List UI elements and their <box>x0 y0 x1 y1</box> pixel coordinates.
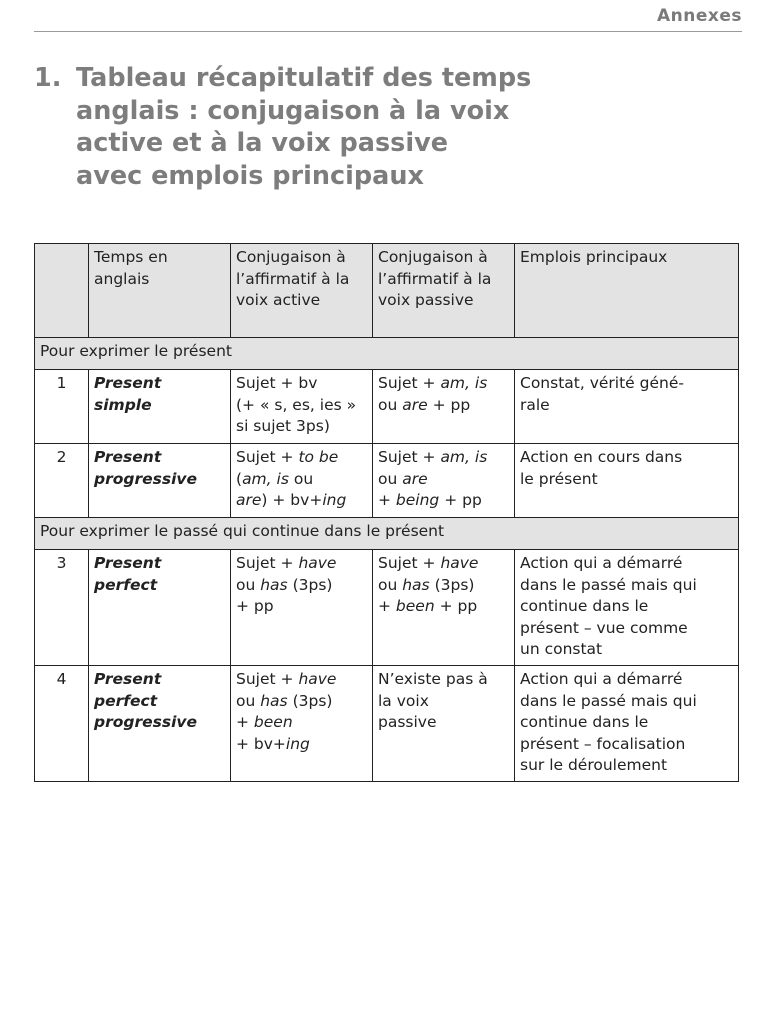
active-cell: Sujet + to be (am, is ou are) + bv+ing <box>231 444 373 518</box>
uses-cell: Action en cours dans le présent <box>515 444 739 518</box>
header-tense: Temps en anglais <box>89 244 231 338</box>
tense-cell: Present progressive <box>89 444 231 518</box>
header-number <box>35 244 89 338</box>
title-line: active et à la voix passive <box>76 128 449 158</box>
title-line: Tableau récapitulatif des temps <box>76 63 532 93</box>
section-row <box>35 518 739 550</box>
uses-cell: Action qui a démarré dans le passé mais qui continue dans le présent – focalisation sur le déroulement <box>515 666 739 782</box>
tenses-table <box>34 243 739 782</box>
uses-cell: Action qui a démarré dans le passé mais qui continue dans le présent – vue comme un constat <box>515 550 739 666</box>
tense-cell: Present perfect <box>89 550 231 666</box>
title-line: avec emplois principaux <box>76 160 424 191</box>
table-row <box>35 370 739 444</box>
active-cell: Sujet + bv (+ « s, es, ies » si sujet 3ps) <box>231 370 373 444</box>
table-row <box>35 666 739 782</box>
passive-cell: Sujet + am, is ou are + pp <box>373 370 515 444</box>
active-cell: Sujet + have ou has (3ps) + been + bv+ing <box>231 666 373 782</box>
table-row <box>35 550 739 666</box>
header-passive: Conjugaison à l’affirmatif à la voix passive <box>373 244 515 338</box>
passive-cell: N’existe pas à la voix passive <box>373 666 515 782</box>
section-label: Pour exprimer le présent <box>35 338 739 370</box>
title-text <box>76 62 531 192</box>
section-row <box>35 338 739 370</box>
section-label: Pour exprimer le passé qui continue dans le présent <box>35 518 739 550</box>
table-row <box>35 444 739 518</box>
row-number: 3 <box>35 550 89 666</box>
header-rule <box>34 31 742 32</box>
tense-cell: Present simple <box>89 370 231 444</box>
header-uses: Emplois principaux <box>515 244 739 338</box>
row-number: 1 <box>35 370 89 444</box>
header-active: Conjugaison à l’affirmatif à la voix active <box>231 244 373 338</box>
tense-cell: Present perfect progressive <box>89 666 231 782</box>
row-number: 4 <box>35 666 89 782</box>
chapter-title <box>34 62 724 192</box>
table-header-row <box>35 244 739 338</box>
row-number: 2 <box>35 444 89 518</box>
running-head: Annexes <box>656 6 742 26</box>
passive-cell: Sujet + have ou has (3ps) + been + pp <box>373 550 515 666</box>
uses-cell: Constat, vérité géné- rale <box>515 370 739 444</box>
title-line: anglais : conjugaison à la voix <box>76 95 510 126</box>
active-cell: Sujet + have ou has (3ps) + pp <box>231 550 373 666</box>
passive-cell: Sujet + am, is ou are + being + pp <box>373 444 515 518</box>
title-number: 1. <box>34 63 62 93</box>
